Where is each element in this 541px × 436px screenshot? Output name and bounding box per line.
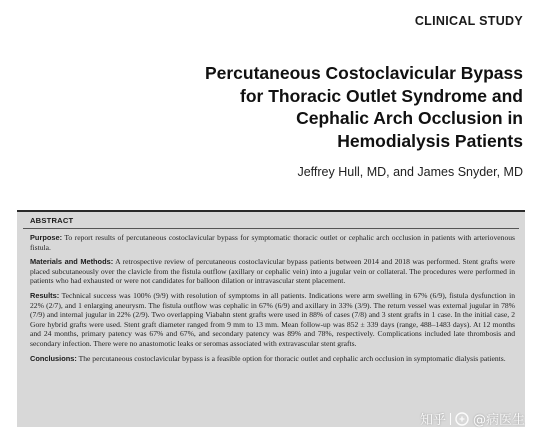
watermark — [420, 409, 525, 428]
title-line: Cephalic Arch Occlusion in — [296, 108, 523, 128]
zhihu-logo-icon — [455, 412, 469, 426]
abstract-box — [17, 210, 525, 427]
title-line: for Thoracic Outlet Syndrome and — [240, 85, 523, 106]
title-line: Hemodialysis Patients — [337, 130, 523, 151]
article-title — [103, 62, 523, 152]
purpose-label: Purpose: — [30, 233, 63, 242]
results-label: Results: — [30, 290, 60, 300]
results-text: Technical success was 100% (9/9) with resolution of symptoms in all patients. Indications were arm swelling in 67% (6/9), fistula dysfunction in 22% (2/7), and 1 enlarging aneurysm. The fistula outflow was cephalic in 67% (6/9) and axillary in 33% (3/9). The return vessel was external jugular in 78% (7/9) and internal jugular in 22% (2/9). Two overlapping Viabahn stent grafts were used in 88% of cases (7/8) and 3 stent grafts in 1 case. In the initial case, 2 Gore hybrid grafts were used. Stent graft diameter ranged from 9 mm to 13 mm. Mean follow-up was 852 ± 339 days (range, 488–1483 days). At 12 months and 24 months, primary patency was 67% and 67%, and secondary patency was 89% and 78%, respectively. Complications included late thrombosis and secondary infection. There were no anastomotic leaks or seromas associated with extravascular stent grafts. — [30, 290, 516, 348]
abstract-divider — [23, 228, 519, 229]
abstract-heading: ABSTRACT — [30, 216, 74, 225]
abstract-purpose — [30, 233, 515, 252]
conclusions-label: Conclusions: — [30, 353, 77, 363]
abstract-conclusions — [30, 354, 515, 364]
abstract-body — [30, 233, 515, 368]
methods-text: A retrospective review of percutaneous costoclavicular bypass patients between 2014 and 2018 was performed. Stent grafts were placed subcutaneously over the clavicle from the fistula outflow (axillary or cephalic vein) into a jugular vein or collateral. The procedures were performed in patients who had exhausted or were not candidates for balloon dilation or intravascular stent placement. — [30, 257, 515, 286]
authors: Jeffrey Hull, MD, and James Snyder, MD — [297, 165, 523, 179]
watermark-handle: @病医生 — [472, 413, 525, 428]
title-line: Percutaneous Costoclavicular Bypass — [204, 63, 523, 83]
methods-label: Materials and Methods: — [30, 257, 114, 267]
purpose-text: To report results of percutaneous costoclavicular bypass for symptomatic thoracic outlet or cephalic arch occlusion in patients with arteriovenous fistula. — [30, 233, 515, 252]
section-label: CLINICAL STUDY — [414, 14, 523, 28]
watermark-brand: 知乎 — [419, 413, 446, 428]
abstract-methods — [30, 257, 515, 286]
abstract-results — [30, 291, 515, 349]
conclusions-text: The percutaneous costoclavicular bypass is a feasible option for thoracic outlet and cephalic arch occlusion in symptomatic dialysis patients. — [78, 353, 506, 363]
watermark-separator — [450, 413, 451, 425]
